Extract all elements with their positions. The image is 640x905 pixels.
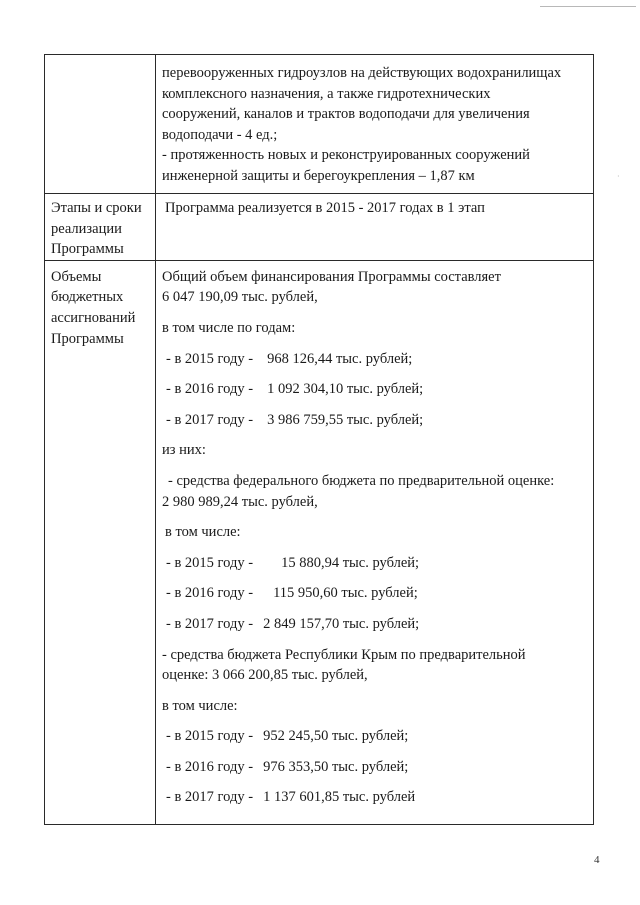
year-amount-line: [162, 410, 587, 431]
continuation-label-cell: [45, 55, 156, 194]
table-row-budget: [45, 260, 594, 824]
crimea-including-label: в том числе:: [162, 697, 238, 714]
continuation-line: инженерной защиты и берегоукрепления – 1,87 км: [162, 167, 475, 184]
table-row-continuation: [45, 55, 594, 194]
federal-year-line: [162, 553, 587, 574]
continuation-line: комплексного назначения, а также гидротехнических: [162, 85, 491, 102]
program-passport-table: [44, 54, 594, 825]
year-amount-line: [162, 349, 587, 370]
total-financing-line: Общий объем финансирования Программы составляет: [162, 268, 501, 285]
crimea-year-line: [162, 757, 587, 778]
continuation-text-cell: [156, 55, 594, 194]
continuation-line: водоподачи - 4 ед.;: [162, 126, 278, 143]
crimea-year-line: [162, 726, 587, 747]
year-label: - в 2015 году -: [166, 554, 254, 571]
continuation-line: сооружений, каналов и трактов водоподачи для увеличения: [162, 106, 530, 123]
year-amount: 115 950,60 тыс. рублей;: [273, 585, 418, 602]
year-amount: 952 245,50 тыс. рублей;: [263, 728, 409, 745]
year-label: - в 2016 году -: [166, 585, 254, 602]
year-amount: 1 092 304,10 тыс. рублей;: [267, 381, 424, 398]
year-amount: 3 986 759,55 тыс. рублей;: [267, 411, 424, 428]
year-amount: 1 137 601,85 тыс. рублей: [263, 789, 416, 806]
year-amount: 976 353,50 тыс. рублей;: [263, 758, 409, 775]
stages-label-line: Этапы и сроки: [51, 200, 142, 216]
year-amount-line: [162, 379, 587, 400]
continuation-line: - протяженность новых и реконструированных сооружений: [162, 147, 530, 164]
year-label: - в 2016 году -: [166, 381, 254, 398]
year-amount: 968 126,44 тыс. рублей;: [267, 350, 413, 367]
top-rule: [540, 6, 636, 7]
year-amount: 15 880,94 тыс. рублей;: [281, 554, 420, 571]
stages-label-line: реализации: [51, 220, 122, 237]
budget-label-line: Объемы: [51, 268, 102, 285]
federal-budget-line: - средства федерального бюджета по предварительной оценке:: [168, 472, 555, 489]
total-financing-amount: 6 047 190,09 тыс. рублей,: [162, 289, 318, 306]
year-label: - в 2017 году -: [166, 411, 254, 428]
crimea-budget-amount: оценке: 3 066 200,85 тыс. рублей,: [162, 667, 368, 684]
year-label: - в 2016 году -: [166, 758, 254, 775]
year-label: - в 2015 году -: [166, 350, 254, 367]
federal-including-label: в том числе:: [165, 524, 241, 541]
year-label: - в 2017 году -: [166, 789, 254, 806]
stages-label-cell: [45, 194, 156, 261]
stages-label-line: Программы: [51, 241, 124, 258]
stages-text-cell: [156, 194, 594, 261]
budget-label-line: бюджетных: [51, 289, 124, 306]
year-label: - в 2015 году -: [166, 728, 254, 745]
year-amount: 2 849 157,70 тыс. рублей;: [263, 615, 420, 632]
budget-label-cell: [45, 260, 156, 824]
crimea-year-line: [162, 787, 587, 808]
continuation-line: перевооруженных гидроузлов на действующих водохранилищах: [162, 65, 562, 81]
federal-year-line: [162, 614, 587, 635]
federal-year-line: [162, 583, 587, 604]
crimea-budget-line: - средства бюджета Республики Крым по предварительной: [162, 646, 526, 663]
page-number: 4: [594, 854, 600, 866]
budget-text-cell: [156, 260, 594, 824]
stages-text: Программа реализуется в 2015 - 2017 годах в 1 этап: [165, 200, 485, 216]
by-years-label: в том числе по годам:: [162, 319, 296, 336]
table-row-stages: [45, 194, 594, 261]
federal-budget-amount: 2 980 989,24 тыс. рублей,: [162, 493, 318, 510]
of-them-label: из них:: [162, 442, 206, 459]
year-label: - в 2017 году -: [166, 615, 254, 632]
budget-label-line: ассигнований: [51, 309, 136, 326]
margin-speck: ·: [617, 172, 620, 181]
budget-label-line: Программы: [51, 330, 124, 347]
